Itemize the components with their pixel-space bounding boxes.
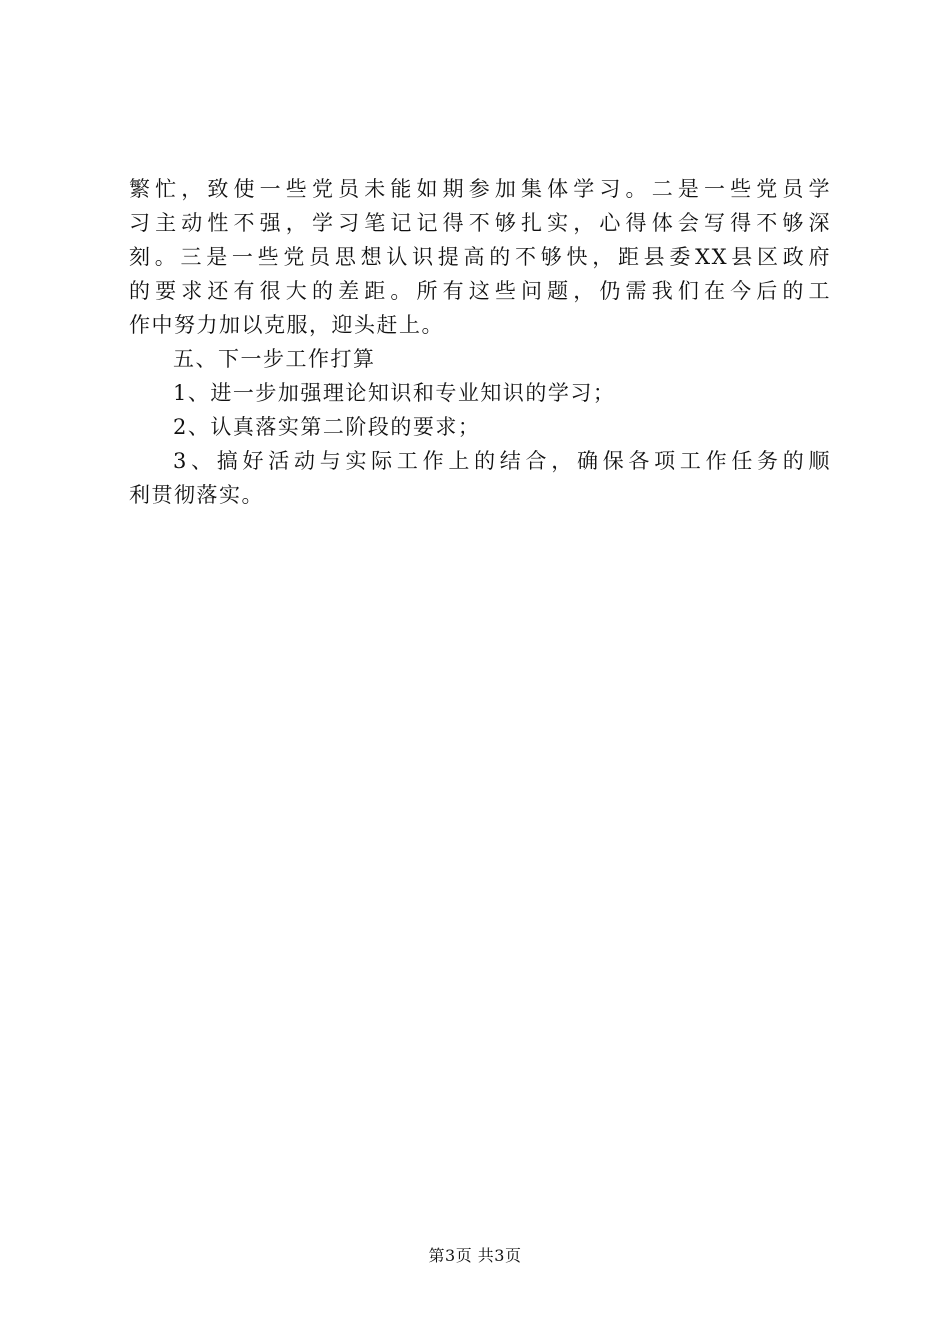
section-heading: 五、下一步工作打算 — [173, 347, 376, 371]
paragraph-line: 的要求还有很大的差距。所有这些问题，仍需我们在今后的工 — [129, 279, 831, 303]
list-item-continuation: 利贯彻落实。 — [129, 483, 264, 507]
list-item: 3、搞好活动与实际工作上的结合，确保各项工作任务的顺 — [173, 449, 831, 473]
paragraph-line: 刻。三是一些党员思想认识提高的不够快，距县委XX县区政府 — [129, 245, 831, 269]
page-number-footer: 第3页 共3页 — [428, 1246, 522, 1265]
list-item: 2、认真落实第二阶段的要求； — [173, 415, 481, 439]
list-item: 1、进一步加强理论知识和专业知识的学习； — [173, 381, 616, 405]
document-body — [129, 172, 831, 512]
paragraph-line: 作中努力加以克服，迎头赶上。 — [129, 313, 444, 337]
paragraph-line: 繁忙，致使一些党员未能如期参加集体学习。二是一些党员学 — [129, 177, 831, 201]
paragraph-line: 习主动性不强，学习笔记记得不够扎实，心得体会写得不够深 — [129, 211, 831, 235]
